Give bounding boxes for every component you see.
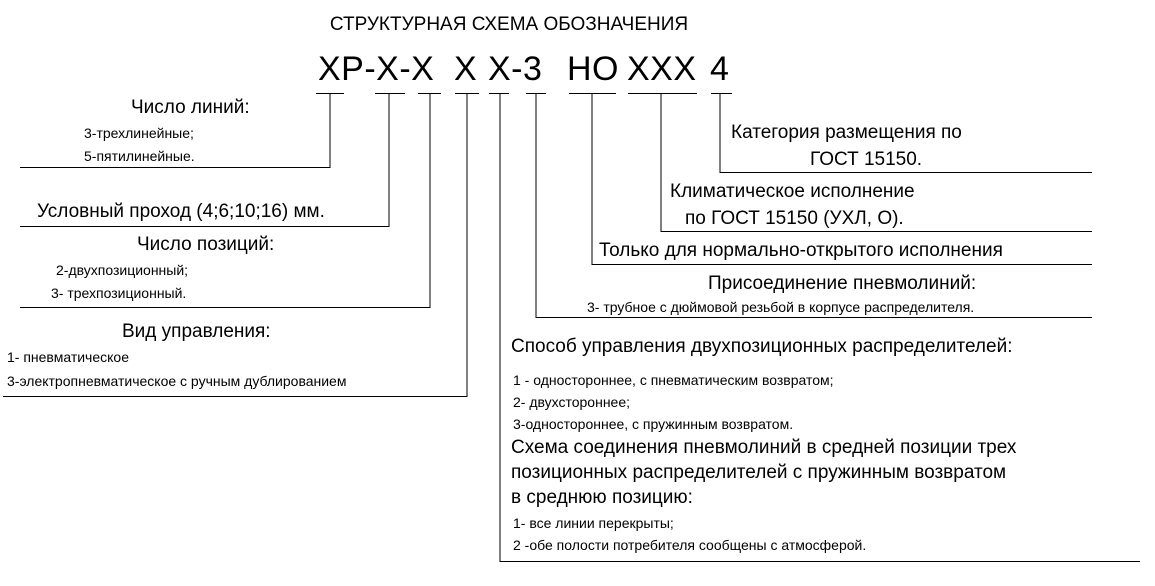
normally-open-label: Только для нормально-открытого исполнения <box>599 240 1003 261</box>
code-part-connection: Х-3 <box>488 50 543 88</box>
category-label-line1: Категория размещения по <box>731 122 962 143</box>
climate-label-line2: по ГОСТ 15150 (УХЛ, О). <box>685 208 904 229</box>
climate-label-line1: Климатическое исполнение <box>670 181 915 202</box>
connection-heading: Присоединение пневмолиний: <box>708 273 977 294</box>
lines-heading: Число линий: <box>131 97 250 118</box>
connection-option-3: 3- трубное с дюймовой резьбой в корпусе распределителя. <box>587 299 975 315</box>
code-part-type: ХР-Х-Х <box>318 50 435 88</box>
scheme-option-2: 2 -обе полости потребителя сообщены с атмосферой. <box>513 537 867 553</box>
code-part-method: Х <box>454 50 478 88</box>
scheme-heading-line3: в среднюю позицию: <box>511 487 693 508</box>
method-option-2: 2- двухстороннее; <box>513 394 631 410</box>
method-option-3: 3-одностороннее, с пружинным возвратом. <box>513 416 794 432</box>
scheme-option-1: 1- все линии перекрыты; <box>513 515 674 531</box>
method-heading: Способ управления двухпозиционных распределителей: <box>511 336 1013 357</box>
code-part-climate: ХХХ <box>627 50 697 88</box>
scheme-heading-line2: позиционных распределителей с пружинным возвратом <box>511 462 1007 483</box>
scheme-heading-line1: Схема соединения пневмолиний в средней позиции трех <box>511 437 1017 458</box>
method-option-1: 1 - одностороннее, с пневматическим возвратом; <box>513 372 834 388</box>
positions-heading: Число позиций: <box>137 234 275 255</box>
bore-label: Условный проход (4;6;10;16) мм. <box>37 201 325 222</box>
control-option-3: 3-электропневматическое с ручным дублированием <box>7 373 347 389</box>
control-option-1: 1- пневматическое <box>7 349 129 365</box>
code-part-no: НО <box>567 50 619 88</box>
category-label-line2: ГОСТ 15150. <box>810 149 923 170</box>
leader-no <box>592 94 1092 265</box>
positions-option-3: 3- трехпозиционный. <box>51 285 187 301</box>
positions-option-2: 2-двухпозиционный; <box>56 262 189 278</box>
code-part-category: 4 <box>710 50 730 88</box>
diagram-title: СТРУКТУРНАЯ СХЕМА ОБОЗНАЧЕНИЯ <box>329 14 689 35</box>
lines-option-5: 5-пятилинейные. <box>84 148 195 164</box>
control-heading: Вид управления: <box>122 321 271 342</box>
lines-option-3: 3-трехлинейные; <box>84 125 194 141</box>
